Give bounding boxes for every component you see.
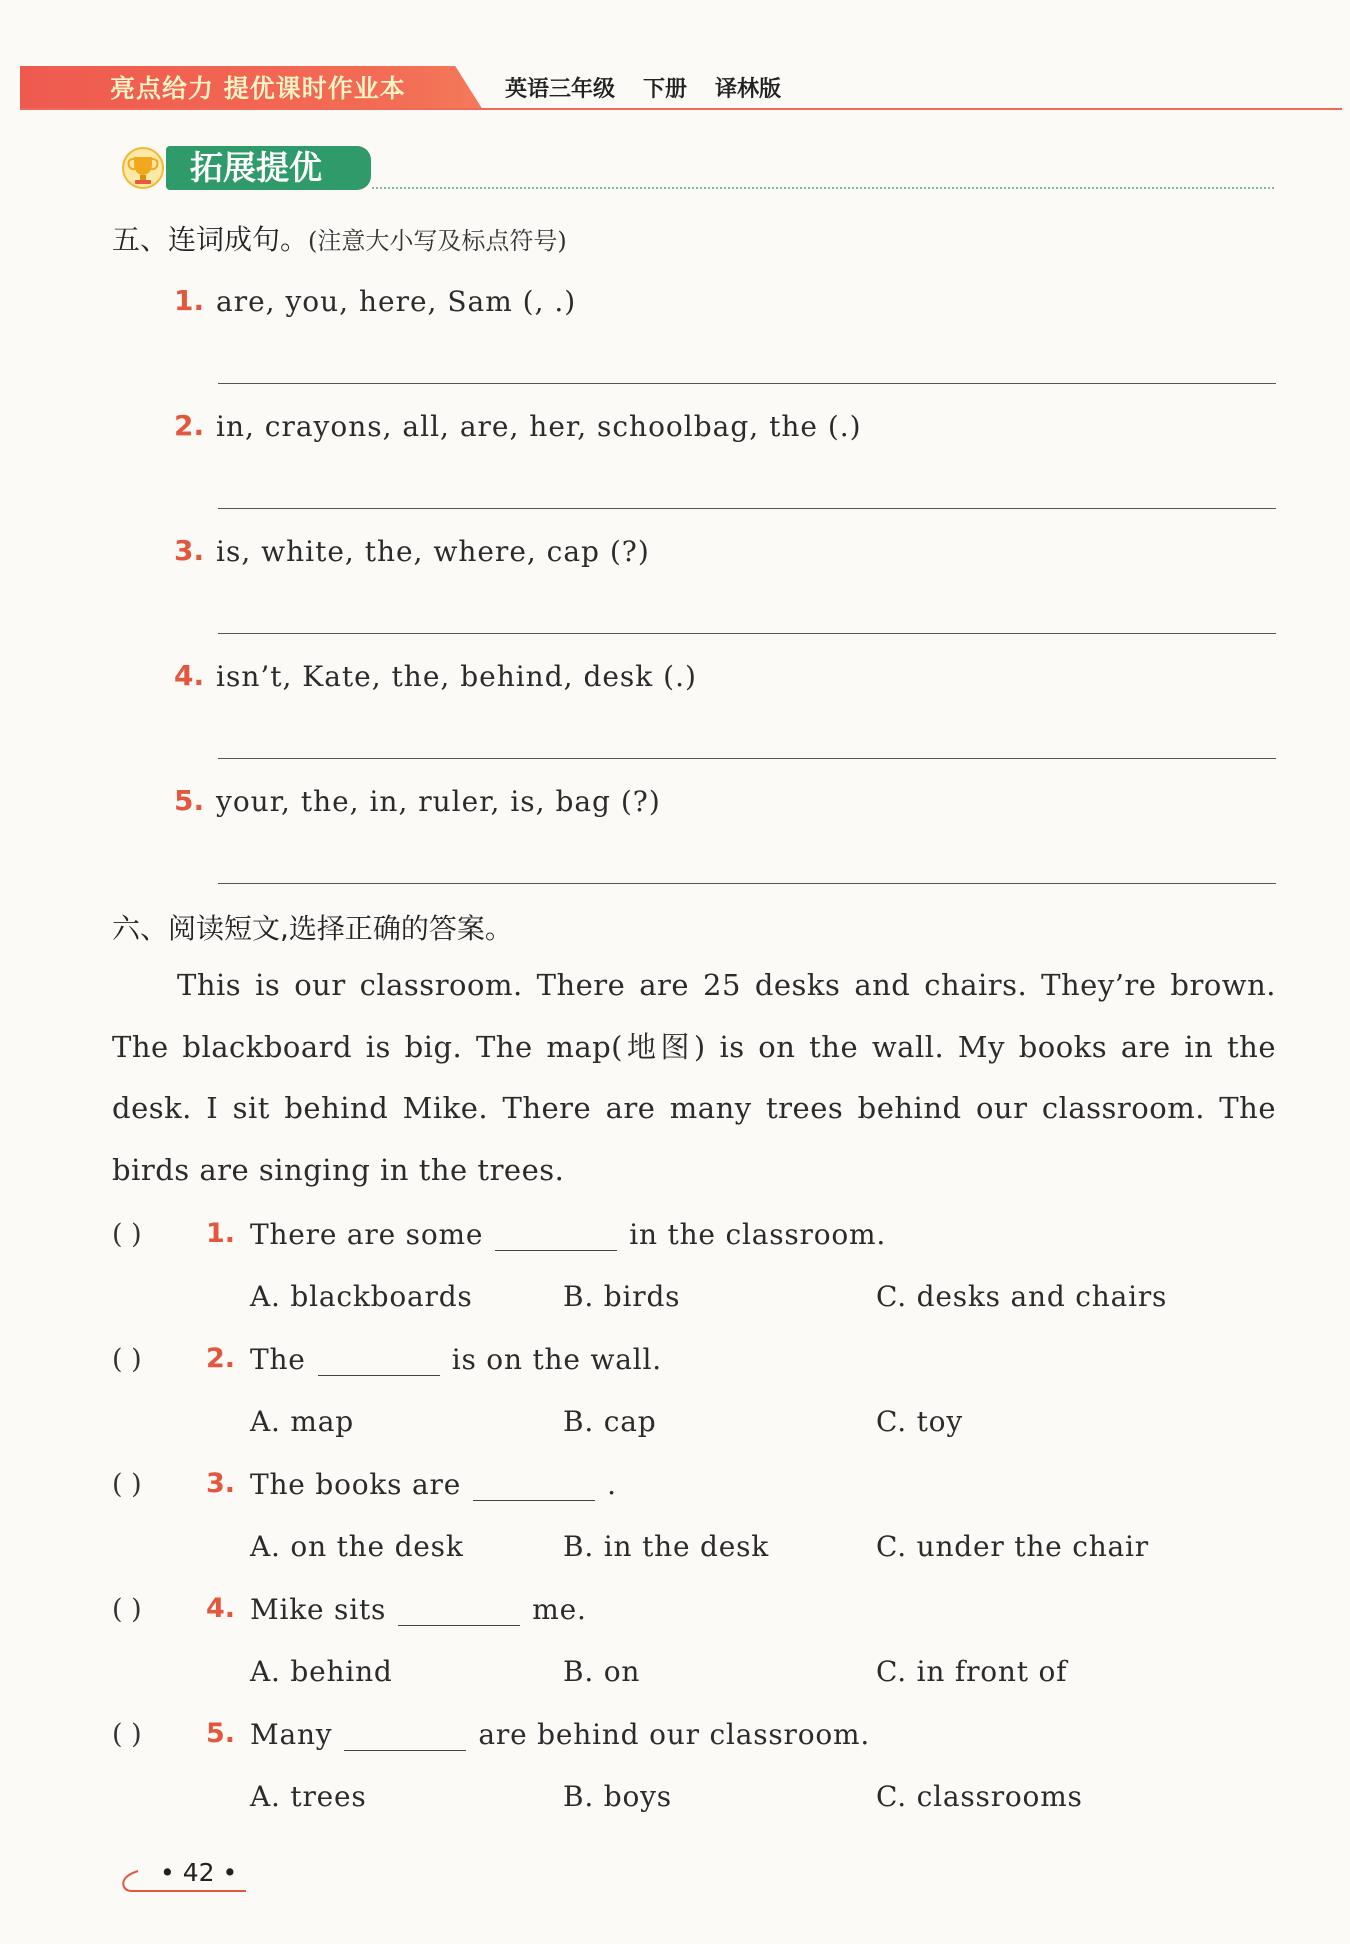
page-number: • 42 • <box>160 1858 238 1887</box>
answer-line[interactable] <box>218 883 1276 884</box>
answer-blank[interactable] <box>318 1347 440 1376</box>
part5-item-words: isn’t, Kate, the, behind, desk (.) <box>216 660 697 693</box>
part5-item-words: in, crayons, all, are, her, schoolbag, the (.) <box>216 410 862 443</box>
option-a[interactable]: A. behind <box>250 1655 393 1688</box>
stem-before: The books are <box>250 1468 462 1501</box>
answer-bracket[interactable]: ( ) <box>112 1344 142 1375</box>
answer-bracket[interactable]: ( ) <box>112 1719 142 1750</box>
stem-before: There are some <box>250 1218 484 1251</box>
part5-item-words: is, white, the, where, cap (?) <box>216 535 650 568</box>
stem-after: in the classroom. <box>629 1218 887 1251</box>
option-c[interactable]: C. desks and chairs <box>876 1280 1168 1313</box>
header-rule <box>20 108 1342 110</box>
question-number: 5. <box>206 1718 236 1749</box>
answer-bracket[interactable]: ( ) <box>112 1469 142 1500</box>
option-a[interactable]: A. trees <box>250 1780 367 1813</box>
answer-line[interactable] <box>218 758 1276 759</box>
reading-passage <box>112 955 1276 1201</box>
part5-item-words: your, the, in, ruler, is, bag (?) <box>216 785 661 818</box>
part5-item-number: 3. <box>174 534 205 567</box>
option-b[interactable]: B. boys <box>563 1780 672 1813</box>
stem-before: The <box>250 1343 306 1376</box>
question-stem <box>250 1218 886 1251</box>
question-number: 2. <box>206 1343 236 1374</box>
option-b[interactable]: B. cap <box>563 1405 657 1438</box>
header-subject: 英语三年级 <box>505 77 616 102</box>
answer-blank[interactable] <box>495 1222 617 1251</box>
option-c[interactable]: C. under the chair <box>876 1530 1149 1563</box>
answer-blank[interactable] <box>344 1722 466 1751</box>
answer-blank[interactable] <box>473 1472 595 1501</box>
section-title: 拓展提优 <box>190 148 322 187</box>
option-a[interactable]: A. map <box>250 1405 354 1438</box>
question-number: 1. <box>206 1218 236 1249</box>
part5-note: (注意大小写及标点符号) <box>308 227 567 255</box>
header-edition: 译林版 <box>715 77 782 102</box>
stem-after: . <box>607 1468 617 1501</box>
header-brand: 亮点给力 提优课时作业本 <box>110 74 406 103</box>
question-stem <box>250 1343 662 1376</box>
header-info <box>505 74 809 106</box>
question-number: 4. <box>206 1593 236 1624</box>
part5-item-number: 2. <box>174 409 205 442</box>
stem-before: Mike sits <box>250 1593 387 1626</box>
question-number: 3. <box>206 1468 236 1499</box>
trophy-icon <box>118 146 168 190</box>
answer-line[interactable] <box>218 508 1276 509</box>
question-stem <box>250 1593 587 1626</box>
passage-text: This is our classroom. There are 25 desks and chairs. They’re brown. The blackboard is big. The map(地图) is on the wall. My books are in the desk. I sit behind Mike. There are many trees behind our classroom. The birds are singing in the trees. <box>112 968 1276 1187</box>
option-b[interactable]: B. in the desk <box>563 1530 770 1563</box>
section-divider <box>372 187 1274 189</box>
answer-line[interactable] <box>218 633 1276 634</box>
header-volume: 下册 <box>643 77 688 102</box>
option-c[interactable]: C. in front of <box>876 1655 1068 1688</box>
part6-title: 六、阅读短文,选择正确的答案。 <box>112 912 513 945</box>
stem-after: is on the wall. <box>451 1343 662 1376</box>
part5-item-number: 4. <box>174 659 205 692</box>
stem-before: Many <box>250 1718 333 1751</box>
answer-blank[interactable] <box>398 1597 520 1626</box>
stem-after: are behind our classroom. <box>478 1718 871 1751</box>
part5-item-words: are, you, here, Sam (, .) <box>216 285 577 318</box>
option-a[interactable]: A. on the desk <box>250 1530 464 1563</box>
part5-item-number: 5. <box>174 784 205 817</box>
question-stem <box>250 1468 617 1501</box>
stem-after: me. <box>532 1593 587 1626</box>
option-a[interactable]: A. blackboards <box>250 1280 473 1313</box>
option-b[interactable]: B. birds <box>563 1280 681 1313</box>
part5-item-number: 1. <box>174 284 205 317</box>
part5-title-text: 五、连词成句。 <box>112 223 309 256</box>
option-c[interactable]: C. classrooms <box>876 1780 1083 1813</box>
answer-line[interactable] <box>218 383 1276 384</box>
answer-bracket[interactable]: ( ) <box>112 1594 142 1625</box>
part5-title <box>112 218 567 258</box>
option-c[interactable]: C. toy <box>876 1405 963 1438</box>
question-stem <box>250 1718 870 1751</box>
option-b[interactable]: B. on <box>563 1655 641 1688</box>
answer-bracket[interactable]: ( ) <box>112 1219 142 1250</box>
